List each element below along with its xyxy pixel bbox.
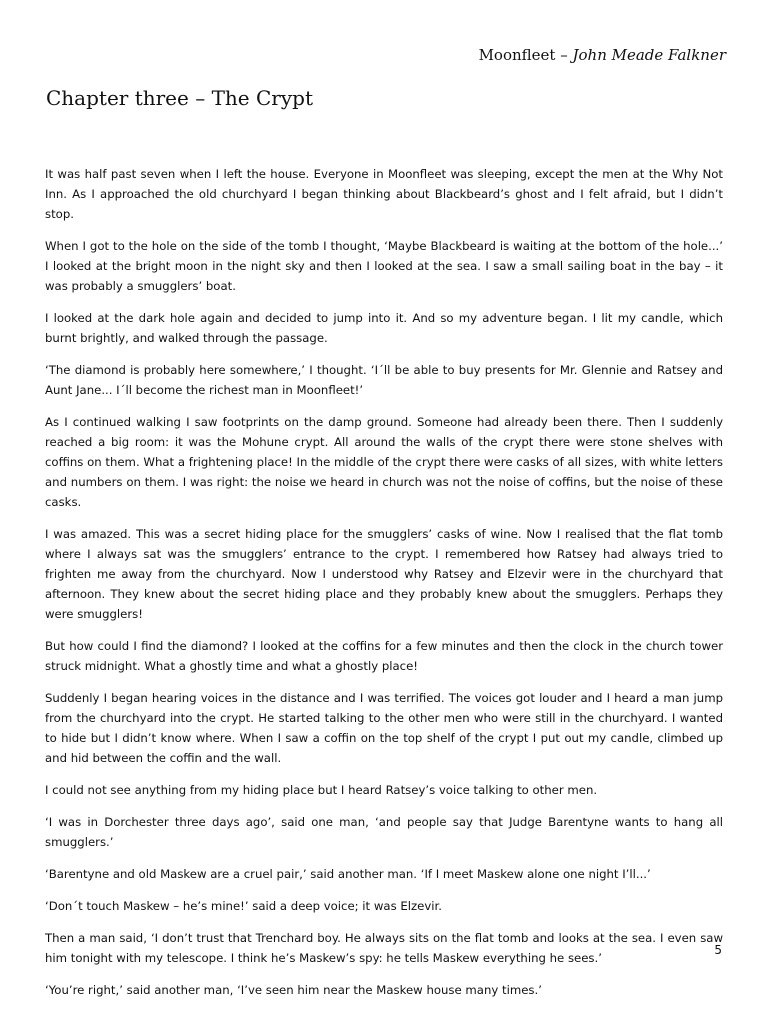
paragraph: I was amazed. This was a secret hiding place for the smugglers’ casks of wine. Now I realised that the flat tomb where I always sat was the smugglers’ entrance to the crypt. I remembered how Ratsey had always tried to frighten me away from the churchyard. Now I understood why Ratsey and Elzevir were in the churchyard that afternoon. They knew about the secret hiding place and they probably knew about the smugglers. Perhaps they were smugglers! — [45, 527, 723, 621]
page-number: 5 — [714, 943, 722, 957]
paragraph: ‘I was in Dorchester three days ago’, said one man, ‘and people say that Judge Barentyne wants to hang all smugglers.’ — [45, 815, 723, 849]
running-header — [479, 46, 726, 64]
paragraph: ‘The diamond is probably here somewhere,’ I thought. ‘I´ll be able to buy presents for Mr. Glennie and Ratsey and Aunt Jane... I´ll become the richest man in Moonfleet!’ — [45, 363, 723, 397]
paragraph: Suddenly I began hearing voices in the distance and I was terrified. The voices got louder and I heard a man jump from the churchyard into the crypt. He started talking to the other men who were still in the churchyard. I wanted to hide but I didn’t know where. When I saw a coffin on the top shelf of the crypt I put out my candle, climbed up and hid between the coffin and the wall. — [45, 691, 723, 765]
paragraph: It was half past seven when I left the house. Everyone in Moonfleet was sleeping, except the men at the Why Not Inn. As I approached the old churchyard I began thinking about Blackbeard’s ghost and I felt afraid, but I didn’t stop. — [45, 167, 723, 221]
paragraph: When I got to the hole on the side of the tomb I thought, ‘Maybe Blackbeard is waiting at the bottom of the hole...’ I looked at the bright moon in the night sky and then I looked at the sea. I saw a small sailing boat in the bay – it was probably a smugglers’ boat. — [45, 239, 723, 293]
paragraph: ‘Barentyne and old Maskew are a cruel pair,’ said another man. ‘If I meet Maskew alone one night I’ll...’ — [45, 867, 651, 881]
author-name: John Meade Falkner — [572, 46, 726, 64]
chapter-title: Chapter three – The Crypt — [46, 86, 313, 110]
paragraph: As I continued walking I saw footprints on the damp ground. Someone had already been there. Then I suddenly reached a big room: it was the Mohune crypt. All around the walls of the crypt there were stone shelves with coffins on them. What a frightening place! In the middle of the crypt there were casks of all sizes, with white letters and numbers on them. I was right: the noise we heard in church was not the noise of coffins, but the noise of these casks. — [45, 415, 723, 509]
header-separator: – — [555, 46, 573, 64]
paragraph: I could not see anything from my hiding place but I heard Ratsey’s voice talking to other men. — [45, 783, 598, 797]
paragraph: ‘You’re right,’ said another man, ‘I’ve seen him near the Maskew house many times.’ — [45, 983, 542, 997]
paragraph: ‘Don´t touch Maskew – he’s mine!’ said a deep voice; it was Elzevir. — [45, 899, 442, 913]
paragraph: But how could I find the diamond? I looked at the coffins for a few minutes and then the clock in the church tower struck midnight. What a ghostly time and what a ghostly place! — [45, 639, 723, 673]
book-title: Moonfleet — [478, 46, 556, 64]
paragraph: I looked at the dark hole again and decided to jump into it. And so my adventure began. I lit my candle, which burnt brightly, and walked through the passage. — [45, 311, 723, 345]
body-text — [45, 164, 723, 1012]
paragraph: Then a man said, ‘I don’t trust that Trenchard boy. He always sits on the flat tomb and looks at the sea. I even saw him tonight with my telescope. I think he’s Maskew’s spy: he tells Maskew everything he sees.’ — [45, 931, 723, 965]
